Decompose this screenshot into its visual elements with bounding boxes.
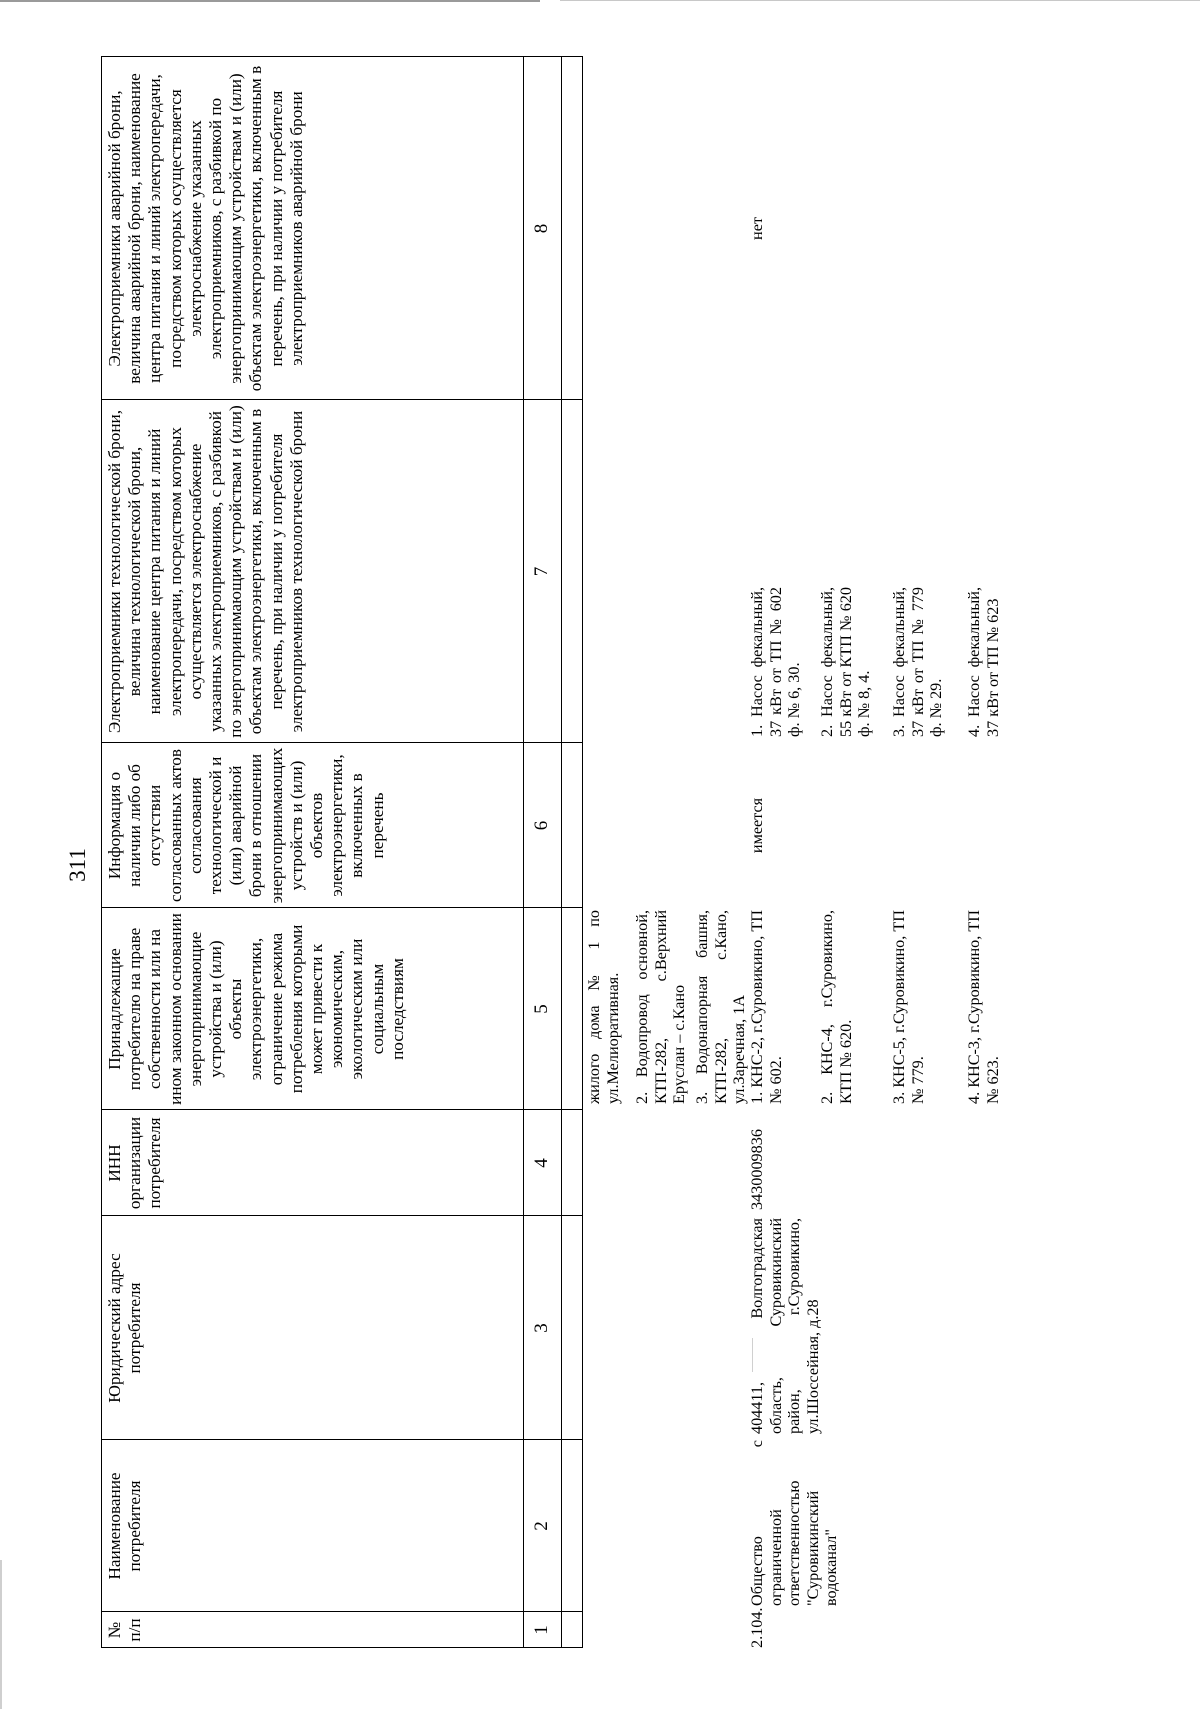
- column-number: 5: [531, 1004, 552, 1014]
- column-number: 2: [531, 1521, 552, 1531]
- scan-edge-left: [0, 1560, 2, 1709]
- acts-status: имеется: [748, 797, 766, 854]
- continuation-object-1: жилого дома № 1 по ул.Мелиоративная.: [585, 910, 622, 1104]
- tech-reserve-2: 2. Насос фекальный, 55 кВт от КТП № 620 ф. № 8, 4.: [818, 587, 874, 737]
- rotated-page: [101, 48, 1101, 1648]
- reserve-table: [101, 48, 1101, 1648]
- continuation-object-3: 3. Водонапорная башня, КТП-282, с.Кано, ул.Заречная, 1А: [693, 910, 749, 1104]
- consumer-name: Общество с ограниченной ответственностью "Суровикинский водоканал": [748, 1440, 841, 1606]
- column-number: 4: [531, 1158, 552, 1168]
- header-tech-reserve: Электроприемники технологической брони, величина технологической брони, наименование центра питания и линий электропередачи, посредством которых осуществляется электроснабжение указанных электроприемников, с разбивкой по энергопринимающим устройствам и (или) объектам электроэнергетики, включенным в перечень, при наличии у потребителя электроприемников технологической брони: [105, 405, 306, 738]
- tech-reserve-3: 3. Насос фекальный, 37 кВт от ТП № 779 ф. № 29.: [890, 587, 946, 737]
- header-acts: Информация о наличии либо об отсутствии согласованных актов согласования технологической и (или) аварийной брони в отношении энергопринимающих устройств и (или) объектов электроэнергетики, включенных в перечень: [105, 747, 387, 904]
- column-number: 6: [531, 820, 552, 831]
- scan-edge-top-faint: [560, 0, 1200, 1]
- header-emergency-reserve: Электроприемники аварийной брони, величина аварийной брони, наименование центра питания и линий электропередачи, посредством которых осуществляется электроснабжение указанных электроприемников, с разбивкой по энергопринимающим устройствам и (или) объектам электроэнергетики, включенным в перечень, при наличии у потребителя электроприемников аварийной брони: [105, 65, 306, 392]
- table-border-top: [101, 56, 102, 1648]
- column-number: 7: [531, 566, 552, 577]
- header-address: Юридический адрес потребителя: [105, 1253, 145, 1403]
- consumer-address: 404411, Волгоградская область, Суровикинский район, г.Суровикино, ул.Шоссейная, д.28: [748, 1218, 822, 1434]
- header-name: Наименование потребителя: [105, 1472, 145, 1580]
- column-number: 3: [531, 1323, 552, 1333]
- column-number: 1: [531, 1625, 552, 1635]
- header-inn: ИНН организации потребителя: [105, 1116, 165, 1210]
- column-number: 8: [531, 223, 552, 234]
- object-2: 2. КНС-4, г.Суровикино, КТП № 620.: [818, 910, 855, 1104]
- consumer-inn: 3430009836: [748, 1129, 766, 1210]
- column-number-divider: [561, 56, 562, 1648]
- header-divider: [523, 56, 524, 1648]
- page-number: 311: [65, 848, 90, 882]
- header-objects: Принадлежащие потребителю на праве собственности или на ином законном основании энергопринимающие устройства и (или) объекты электроэнергетики, ограничение режима потребления которыми может привести к экономическим, экологическим или социальным последствиям: [105, 913, 407, 1105]
- continuation-object-2: 2. Водопровод основной, КТП-282, с.Верхний Ерүслан – с.Кано: [633, 910, 689, 1104]
- object-1: 1. КНС-2, г.Суровикино, ТП № 602.: [748, 910, 785, 1104]
- scan-edge-top: [0, 0, 540, 2]
- table-border-bottom: [582, 56, 583, 1648]
- tech-reserve-4: 4. Насос фекальный, 37 кВт от ТП № 623: [965, 587, 1002, 737]
- header-number: № п/п: [105, 1618, 145, 1642]
- row-number: 2.104.: [748, 1607, 766, 1648]
- object-3: 3. КНС-5, г.Суровикино, ТП № 779.: [890, 910, 927, 1104]
- tech-reserve-1: 1. Насос фекальный, 37 кВт от ТП № 602 ф. № 6, 30.: [748, 587, 804, 737]
- object-4: 4. КНС-3, г.Суровикино, ТП № 623.: [965, 910, 1002, 1104]
- emergency-reserve: нет: [748, 217, 766, 240]
